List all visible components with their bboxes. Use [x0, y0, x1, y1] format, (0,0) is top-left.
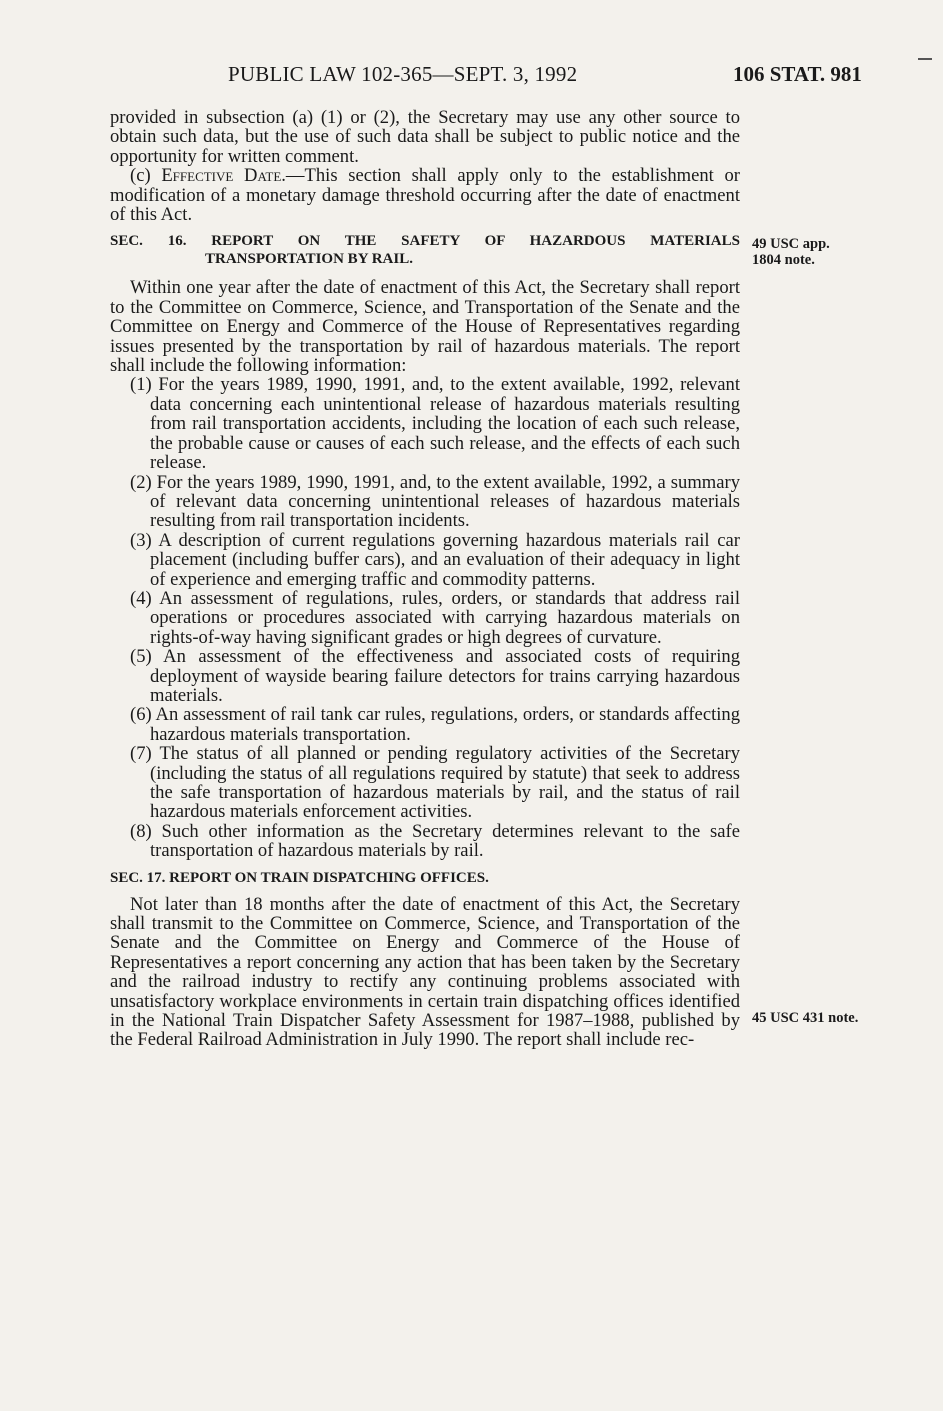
list-item: (8) Such other information as the Secretary determines relevant to the safe transportation of hazardous materials by rail. — [130, 820, 740, 862]
continued-paragraph: provided in subsection (a) (1) or (2), the Secretary may use any other source to obtain such data, but the use of such data shall be subject to public notice and the opportunity for written comment. — [110, 107, 740, 167]
section-16-intro: Within one year after the date of enactment of this Act, the Secretary shall report to the Committee on Commerce, Science, and Transportation of the Senate and the Committee on Energy and Commerce of the House of Representatives regarding issues presented by the transportation by rail of hazardous materials. The report shall include the following information: — [110, 277, 740, 377]
subsection-label: (c) — [130, 165, 162, 187]
margin-note-sec16 — [752, 236, 830, 268]
margin-note-sec17: 45 USC 431 note. — [752, 1010, 859, 1026]
list-item: (6) An assessment of rail tank car rules, regulations, orders, or standards affecting hazardous materials transportation. — [130, 704, 740, 745]
running-header-title: PUBLIC LAW 102-365—SEPT. 3, 1992 — [228, 62, 578, 86]
effective-date-paragraph — [110, 166, 740, 224]
section-17-heading: SEC. 17. REPORT ON TRAIN DISPATCHING OFFICES. — [110, 869, 489, 886]
scan-artifact — [918, 58, 932, 60]
section-16-heading — [110, 232, 740, 268]
list-item: (7) The status of all planned or pending regulatory activities of the Secretary (including the status of all regulations required by statute) that seek to address the safe transportation of hazardous materials by rail, and the status of rail hazardous materials enforcement activities. — [130, 743, 740, 823]
section-17-body: Not later than 18 months after the date of enactment of this Act, the Secretary shall transmit to the Committee on Commerce, Science, and Transportation of the Senate and the Committee on Energy and Commerce of the House of Representatives a report concerning any action that has been taken by the Secretary and the railroad industry to rectify any continuing problems associated with unsatisfactory workplace environments in certain train dispatching offices identified in the National Train Dispatcher Safety Assessment for 1987–1988, published by the Federal Railroad Administration in July 1990. The report shall include rec- — [110, 893, 740, 1051]
page-stat-number: 106 STAT. 981 — [733, 62, 862, 86]
subsection-heading: Effective Date — [161, 165, 282, 187]
list-item: (5) An assessment of the effectiveness and associated costs of requiring deployment of wayside bearing failure detectors for trains carrying hazardous materials. — [130, 646, 740, 706]
list-item: (2) For the years 1989, 1990, 1991, and, to the extent available, 1992, a summary of relevant data concerning unintentional releases of hazardous materials resulting from rail transportation incidents. — [130, 471, 740, 532]
margin-note-line: 49 USC app. — [752, 236, 830, 252]
main-text-column — [110, 108, 740, 1050]
list-item: (4) An assessment of regulations, rules, orders, or standards that address rail operations or procedures associated with carrying hazardous materials on rights-of-way having significant grades or high degrees of curvature. — [130, 587, 740, 648]
list-item: (1) For the years 1989, 1990, 1991, and, to the extent available, 1992, relevant data concerning each unintentional release of hazardous materials resulting from rail transportation accidents, including the location of each such release, the probable cause or causes of each such release, and the effects of each such release. — [130, 374, 740, 474]
section-16-heading-line2: TRANSPORTATION BY RAIL. — [205, 251, 413, 268]
section-16-heading-line1: SEC. 16. REPORT ON THE SAFETY OF HAZARDOUS MATERIALS — [110, 233, 740, 250]
list-item: (3) A description of current regulations governing hazardous materials rail car placement (including buffer cars), and an evaluation of their adequacy in light of experience and emerging traffic and commodity patterns. — [130, 529, 740, 590]
margin-note-line: 1804 note. — [752, 252, 815, 268]
subsection-text: .—This section shall apply only to the establishment or modification of a monetary damage threshold occurring after the date of enactment of this Act. — [110, 165, 740, 226]
